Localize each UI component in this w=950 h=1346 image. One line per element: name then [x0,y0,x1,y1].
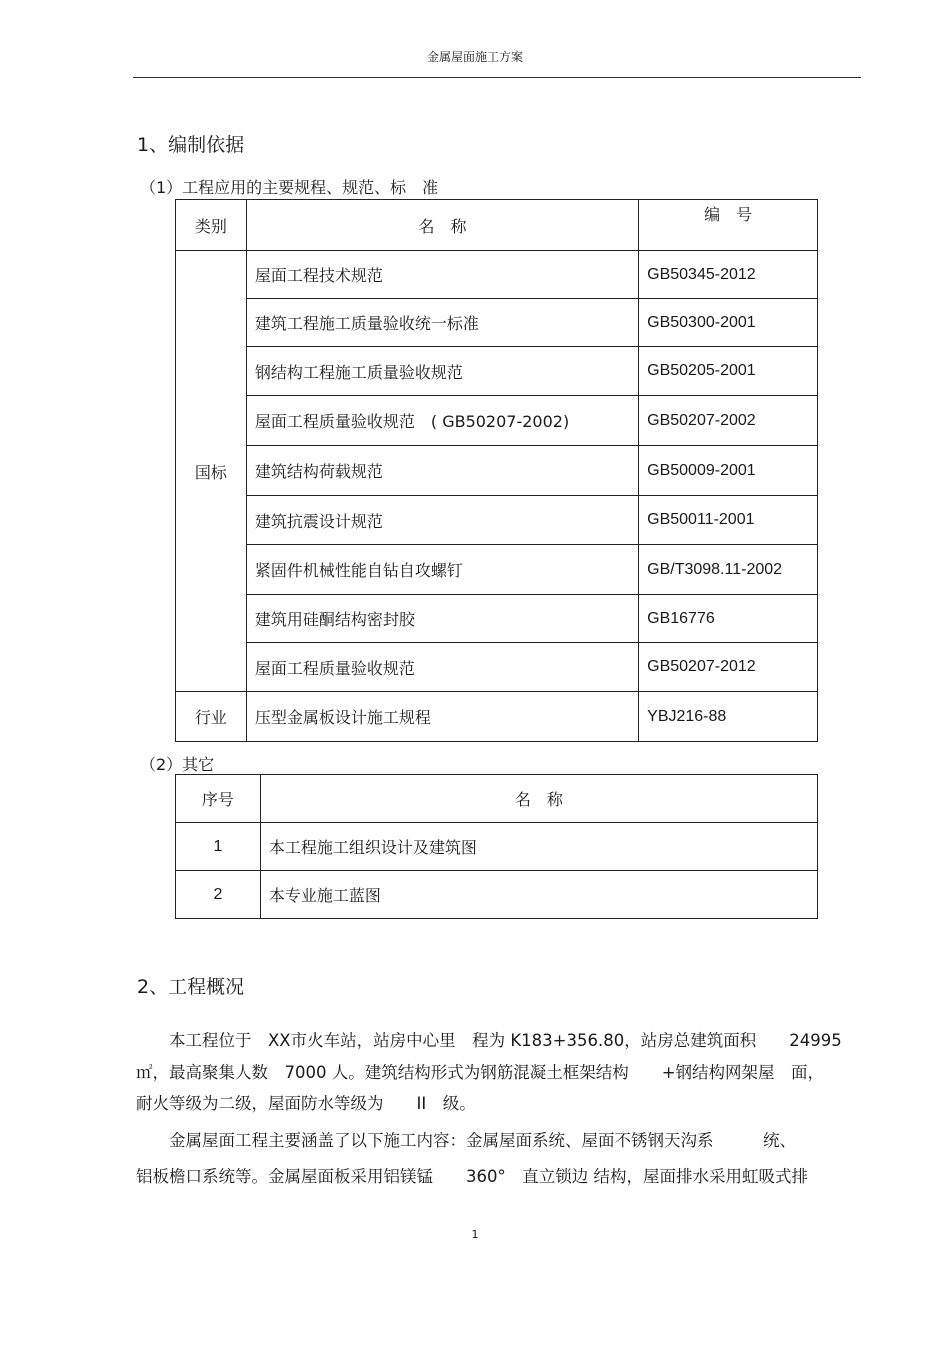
standard-code: GB50207-2012 [639,643,818,692]
scope-paragraph-line: 铝板檐口系统等。金属屋面板采用铝镁锰 360° 直立锁边 结构，屋面排水采用虹吸式排 [136,1167,808,1186]
reference-name: 本工程施工组织设计及建筑图 [260,823,817,871]
table-row [176,347,818,396]
standard-name: 屋面工程质量验收规范 ( GB50207-2002) [246,396,638,446]
table-row [176,823,818,871]
other-references-table [175,774,818,919]
standard-name: 钢结构工程施工质量验收规范 [246,347,638,396]
table-row [176,396,818,446]
overview-paragraph-line: 本工程位于 XX市火车站，站房中心里 程为 K183+356.80，站房总建筑面积 24995 [136,1031,842,1050]
standard-name: 建筑结构荷载规范 [246,446,638,496]
scope-paragraph-line: 金属屋面工程主要涵盖了以下施工内容：金属屋面系统、屋面不锈钢天沟系 统、 [136,1131,796,1150]
standard-name: 建筑工程施工质量验收统一标准 [246,299,638,347]
standard-code: YBJ216-88 [639,692,818,742]
standard-name: 建筑用硅酮结构密封胶 [246,595,638,643]
table-header-row [176,775,818,823]
standard-code: GB50207-2002 [639,396,818,446]
standard-code: GB50205-2001 [639,347,818,396]
col-header-category: 类别 [176,200,247,251]
standard-name: 建筑抗震设计规范 [246,496,638,545]
standards-table [175,199,818,742]
standard-code: GB50300-2001 [639,299,818,347]
col-header-no: 序号 [176,775,261,823]
row-number: 1 [176,823,261,871]
page-number: 1 [471,1228,479,1241]
table-row [176,446,818,496]
col-header-name: 名 称 [260,775,817,823]
table-row [176,496,818,545]
table-row [176,545,818,595]
row-number: 2 [176,871,261,919]
table-row [176,871,818,919]
category-industry: 行业 [176,692,247,742]
standard-code: GB50011-2001 [639,496,818,545]
table-row [176,299,818,347]
standard-code: GB/T3098.11-2002 [639,545,818,595]
overview-paragraph-line: 耐火等级为二级，屋面防水等级为 II 级。 [136,1094,476,1113]
header-rule [133,77,861,78]
table-header-row [176,200,818,251]
table-row [176,595,818,643]
table-row [176,692,818,742]
standard-code: GB50345-2012 [639,251,818,299]
section-2-heading: 2、工程概况 [137,976,245,998]
page-header-title: 金属屋面施工方案 [426,50,523,64]
table-row [176,643,818,692]
standard-name: 屋面工程质量验收规范 [246,643,638,692]
standard-name: 紧固件机械性能自钻自攻螺钉 [246,545,638,595]
col-header-code: 编 号 [639,200,818,251]
subsection-2-title: （2）其它 [140,755,215,774]
reference-name: 本专业施工蓝图 [260,871,817,919]
standard-code: GB16776 [639,595,818,643]
standard-name: 屋面工程技术规范 [246,251,638,299]
standard-name: 压型金属板设计施工规程 [246,692,638,742]
subsection-1-title: （1）工程应用的主要规程、规范、标 准 [140,178,439,197]
table-row [176,251,818,299]
col-header-name: 名 称 [246,200,638,251]
section-1-heading: 1、编制依据 [137,134,245,156]
overview-paragraph-line: ㎡，最高聚集人数 7000 人。建筑结构形式为钢筋混凝土框架结构 +钢结构网架屋 面， [136,1063,825,1082]
standard-code: GB50009-2001 [639,446,818,496]
category-gb: 国标 [176,251,247,692]
